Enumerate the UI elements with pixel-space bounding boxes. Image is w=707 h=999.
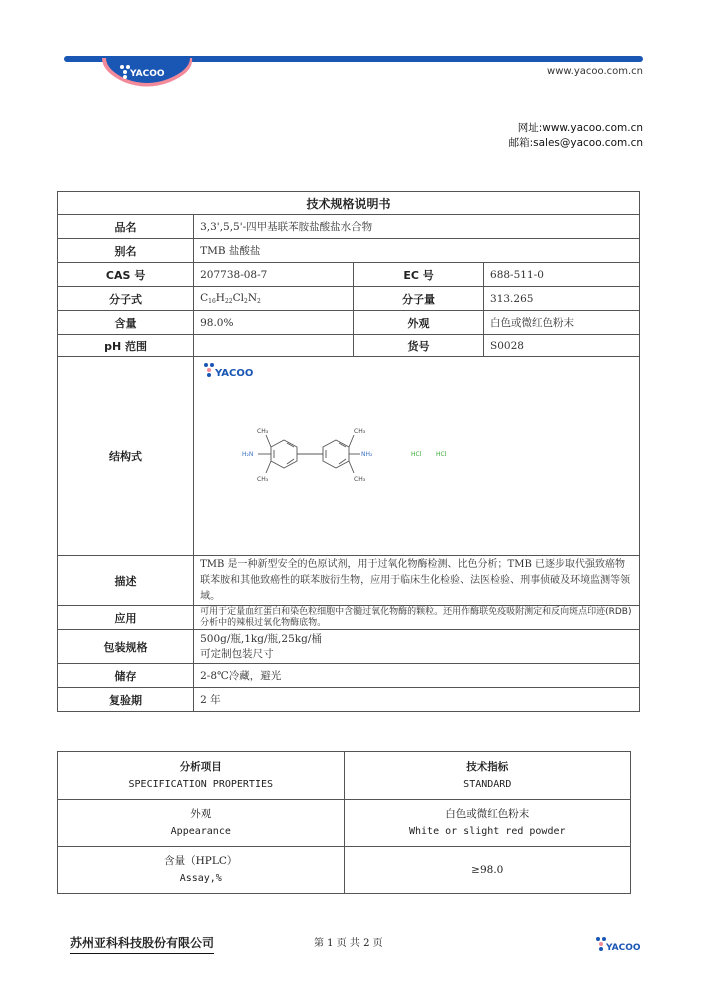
svg-text:CH₃: CH₃	[257, 428, 269, 435]
mw-label: 分子量	[354, 287, 484, 311]
svg-text:YACOO: YACOO	[215, 368, 254, 379]
storage-label: 储存	[58, 664, 194, 688]
pack-line-2: 可定制包装尺寸	[200, 647, 274, 660]
appearance-value: 白色或微红色粉末	[484, 311, 640, 335]
spec-title: 技术规格说明书	[58, 192, 640, 215]
content-value: 98.0%	[194, 311, 354, 335]
ec-value: 688-511-0	[484, 263, 640, 287]
pack-line-1: 500g/瓶,1kg/瓶,25kg/桶	[200, 632, 322, 645]
use-label: 应用	[58, 606, 194, 630]
formula-value: $C_{16}H_{22}Cl_2N_2$	[194, 287, 354, 311]
content-label: 含量	[58, 311, 194, 335]
item-no-value: S0028	[484, 335, 640, 357]
analysis-standard: ≥98.0	[344, 847, 630, 894]
company-name: 苏州亚科科技股份有限公司	[70, 934, 214, 954]
svg-text:YACOO: YACOO	[130, 69, 165, 79]
alias-value: TMB 盐酸盐	[194, 239, 640, 263]
spec-table	[57, 191, 640, 712]
pack-value	[194, 630, 640, 664]
use-value: 可用于定量血红蛋白和染色粒细胞中含髓过氧化物酶的颗粒。还用作酶联免疫吸附测定和反向斑点印迹(RDB)分析中的辣根过氧化物酶底物。	[194, 606, 640, 630]
svg-text:H₂N: H₂N	[242, 451, 254, 458]
structure-cell	[194, 357, 640, 556]
molecule-labels	[242, 428, 447, 483]
name-value: 3,3',5,5'-四甲基联苯胺盐酸盐水合物	[194, 215, 640, 239]
website-top: www.yacoo.com.cn	[547, 66, 643, 77]
analysis-item: 外观 Appearance	[58, 800, 345, 847]
page-number: 第 1 页 共 2 页	[314, 938, 383, 949]
analysis-col2-header: 技术指标 STANDARD	[344, 752, 630, 800]
analysis-item: 含量（HPLC） Assay,%	[58, 847, 345, 894]
retest-label: 复验期	[58, 688, 194, 712]
table-row	[58, 847, 631, 894]
name-label: 品名	[58, 215, 194, 239]
contact-info	[509, 121, 643, 151]
ec-label: EC 号	[354, 263, 484, 287]
ph-label: pH 范围	[58, 335, 194, 357]
desc-label: 描述	[58, 556, 194, 606]
molecule-bonds	[258, 435, 360, 473]
analysis-table	[57, 751, 631, 894]
analysis-standard: 白色或微红色粉末 White or slight red powder	[344, 800, 630, 847]
svg-text:YACOO: YACOO	[606, 943, 641, 953]
desc-value: TMB 是一种新型安全的色原试剂，用于过氧化物酶检测、比色分析；TMB 已逐步取代强致癌物联苯胺和其他致癌性的联苯胺衍生物，应用于临床生化检验、法医检验、刑事侦破及环境监测等领域。	[194, 556, 640, 606]
svg-text:CH₃: CH₃	[354, 476, 366, 483]
structure-label: 结构式	[58, 357, 194, 556]
appearance-label: 外观	[354, 311, 484, 335]
pack-label: 包装规格	[58, 630, 194, 664]
structure-diagram	[194, 357, 626, 552]
website-text: 网址:www.yacoo.com.cn	[517, 122, 643, 134]
item-no-label: 货号	[354, 335, 484, 357]
mw-value: 313.265	[484, 287, 640, 311]
cas-label: CAS 号	[58, 263, 194, 287]
structure-logo	[204, 363, 253, 379]
formula-label: 分子式	[58, 287, 194, 311]
analysis-col1-header: 分析项目 SPECIFICATION PROPERTIES	[58, 752, 345, 800]
svg-text:HCl: HCl	[411, 451, 422, 458]
svg-text:NH₂: NH₂	[361, 451, 373, 458]
email-text: 邮箱:sales@yacoo.com.cn	[508, 137, 643, 149]
alias-label: 别名	[58, 239, 194, 263]
cas-value: 207738-08-7	[194, 263, 354, 287]
svg-text:CH₃: CH₃	[257, 476, 269, 483]
table-row	[58, 800, 631, 847]
storage-value: 2-8℃冷藏，避光	[194, 664, 640, 688]
svg-text:HCl: HCl	[436, 451, 447, 458]
ph-value	[194, 335, 354, 357]
yacoo-logo	[100, 58, 194, 88]
svg-text:CH₃: CH₃	[354, 428, 366, 435]
footer-logo	[594, 933, 642, 955]
retest-value: 2 年	[194, 688, 640, 712]
